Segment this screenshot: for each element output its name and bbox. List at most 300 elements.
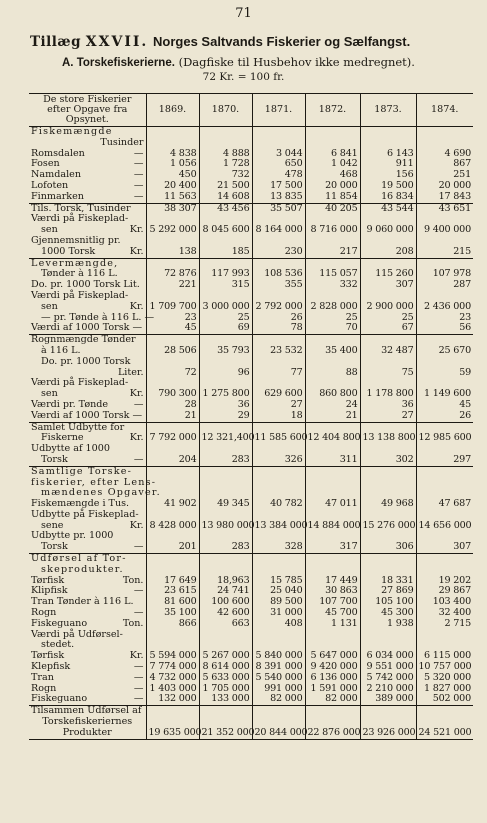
value-cell: 355 [252,280,305,291]
value-cell: 6 136 000 [305,673,360,684]
value-cell: 1 131 [305,619,360,630]
value-cell: 45 [416,400,473,411]
value-cell: 88 [305,368,360,379]
value-cell: 1 149 600 [416,389,473,400]
value-cell: 23 926 000 [360,728,416,739]
value-cell: 7 792 000 [146,433,199,444]
value-cell: 13 384 000 [252,521,305,532]
row-label-text: Tønder à 116 L. [41,268,118,280]
table-row [29,302,473,313]
value-cell: 29 867 [416,586,473,597]
value-cell: 5 540 000 [252,673,305,684]
value-cell: 23 532 [252,346,305,357]
row-label-text: Udførsel af Tor- [31,553,127,565]
value-cell: 15 785 [252,576,305,587]
value-cell: 21 352 000 [199,728,252,739]
value-cell [199,138,252,149]
row-label-text: Klipfisk [31,585,68,597]
value-cell: 18,963 [199,576,252,587]
row-label-unit: Kr. [129,245,144,257]
page-number: 71 [235,6,252,21]
value-cell [360,127,416,138]
header-row [29,94,473,127]
row-label-text: Værdi pr. Tønde [31,398,109,410]
value-cell: 20 844 000 [252,728,305,739]
value-cell: 105 100 [360,597,416,608]
value-cell [199,554,252,565]
value-cell: 156 [360,170,416,181]
row-label-text: Fiskeguano [31,693,88,705]
value-cell: 5 840 000 [252,651,305,662]
value-cell [416,357,473,368]
value-cell: 89 500 [252,597,305,608]
value-cell: 790 300 [146,389,199,400]
value-cell [305,138,360,149]
value-cell: 16 834 [360,192,416,203]
value-cell: 15 276 000 [360,521,416,532]
value-cell: 24 741 [199,586,252,597]
value-cell: 35 400 [305,346,360,357]
value-cell: 38 307 [146,203,199,214]
appendix-title [30,34,410,50]
row-label-unit: — [133,169,144,181]
value-cell: 49 345 [199,499,252,510]
value-cell: 389 000 [360,694,416,705]
value-cell: 13 835 [252,192,305,203]
value-cell: 45 300 [360,608,416,619]
value-cell: 35 793 [199,346,252,357]
value-cell [416,706,473,717]
value-cell: 45 700 [305,608,360,619]
value-cell: 1 827 000 [416,684,473,695]
row-label-cell [29,411,146,422]
value-cell: 138 [146,247,199,258]
value-cell: 24 521 000 [416,728,473,739]
row-label-text: Tilsammen Udførsel af [31,705,142,717]
value-cell: 67 [360,323,416,334]
value-cell: 991 000 [252,684,305,695]
value-cell: 204 [146,455,199,466]
value-cell [416,138,473,149]
value-cell [199,357,252,368]
value-cell: 629 600 [252,389,305,400]
section-title: A. Torskefiskerierne. [62,57,175,69]
value-cell [199,706,252,717]
row-label-unit: — [133,671,144,683]
value-cell: 287 [416,280,473,291]
row-label-cell [29,728,146,739]
row-label-text: Do. pr. 1000 Torsk [41,355,131,367]
value-cell: 18 [252,411,305,422]
row-label-text: Udbytte på Fiskeplad- [31,508,139,520]
row-label-cell [29,694,146,705]
value-cell: 12 404 800 [305,433,360,444]
value-cell: 4 690 [416,149,473,160]
value-cell: 27 869 [360,586,416,597]
value-cell: 8 428 000 [146,521,199,532]
row-label [31,247,144,258]
row-label-text: sene [41,519,64,531]
value-cell: 11 854 [305,192,360,203]
row-label [31,138,144,149]
row-label-text: mændenes Opgaver. [41,487,161,499]
value-cell: 860 800 [305,389,360,400]
table-row [29,694,473,705]
row-label-text: Gjennemsnitlig pr. [31,234,121,246]
row-label-text: Romsdalen [31,147,85,159]
value-cell [199,630,252,641]
value-cell: 23 [416,313,473,324]
table-row [29,542,473,553]
value-cell [360,554,416,565]
value-cell: 221 [146,280,199,291]
value-cell [360,357,416,368]
value-cell [305,630,360,641]
value-cell: 17 449 [305,576,360,587]
row-label-unit: — [133,190,144,202]
value-cell: 201 [146,542,199,553]
row-label-unit: Ton. [122,617,144,629]
value-cell [360,630,416,641]
value-cell: 115 057 [305,269,360,280]
row-label-cell [29,323,146,334]
value-cell [416,127,473,138]
value-cell: 478 [252,170,305,181]
value-cell: 11 563 [146,192,199,203]
row-label-text: Fiskerne [41,432,84,444]
row-label-text: Værdi på Udførsel- [31,628,123,640]
value-cell: 14 884 000 [305,521,360,532]
value-cell: 732 [199,170,252,181]
row-label-cell [29,192,146,203]
row-label-text: — pr. Tønde à 116 L. — [41,311,155,323]
value-cell [305,357,360,368]
value-cell: 12 321,400 [199,433,252,444]
row-label-text: Værdi af 1000 Torsk — [31,322,143,334]
value-cell: 251 [416,170,473,181]
row-label [31,323,144,334]
row-label-text: sen [41,388,58,400]
row-label-text: Tils. Torsk, Tusinder [31,202,131,214]
row-label-unit: Kr. [129,519,144,531]
value-cell [416,630,473,641]
value-cell: 1 938 [360,619,416,630]
row-label-text: Tran [31,671,54,683]
value-cell: 208 [360,247,416,258]
value-cell: 2 792 000 [252,302,305,313]
value-cell: 6 115 000 [416,651,473,662]
value-cell: 18 331 [360,576,416,587]
value-cell: 4 732 000 [146,673,199,684]
table-body [29,127,473,740]
value-cell: 5 320 000 [416,673,473,684]
value-cell [416,466,473,477]
value-cell: 82 000 [252,694,305,705]
value-cell [416,478,473,489]
value-cell [360,138,416,149]
value-cell: 40 205 [305,203,360,214]
value-cell: 107 700 [305,597,360,608]
value-cell: 20 000 [305,181,360,192]
row-label-text: Produkter [62,726,112,738]
value-cell: 2 436 000 [416,302,473,313]
value-cell: 326 [252,455,305,466]
row-label-text: Torskefiskeriernes [42,716,133,728]
row-label-text: Rognmængde Tønder [31,334,136,346]
value-cell: 100 600 [199,597,252,608]
value-cell [199,127,252,138]
row-label-unit: Kr. [129,650,144,662]
row-label-text: sen [41,224,58,236]
value-cell: 47 011 [305,499,360,510]
row-label [31,694,144,705]
row-label-text: skeprodukter. [41,563,124,575]
value-cell: 43 456 [199,203,252,214]
value-cell [252,706,305,717]
table-row [29,127,473,138]
row-label-text: Værdi af 1000 Torsk — [31,409,143,421]
row-label [31,411,144,422]
exchange-rate-note: 72 Kr. = 100 fr. [202,71,285,83]
value-cell: 72 [146,368,199,379]
row-label-text: Levermængde, [31,257,119,269]
row-label-text: Udbytte af 1000 [31,443,110,455]
table-row [29,323,473,334]
row-label-text: Værdi på Fiskeplad- [31,377,129,389]
value-cell: 78 [252,323,305,334]
value-cell: 12 985 600 [416,433,473,444]
column-header-year: 1870. [199,94,252,127]
table-row [29,138,473,149]
value-cell: 108 536 [252,269,305,280]
value-cell: 27 [252,400,305,411]
appendix-number: XXVII. [85,34,149,50]
value-cell [252,630,305,641]
value-cell [305,466,360,477]
value-cell: 5 594 000 [146,651,199,662]
row-label-cell [29,455,146,466]
row-label [31,728,144,739]
value-cell [360,706,416,717]
row-label-cell [29,138,146,149]
row-label-text: Værdi på Fiskeplad- [31,213,129,225]
value-cell: 49 968 [360,499,416,510]
row-label-text: Torsk [41,541,68,553]
row-label-text: stedet. [41,639,75,651]
row-label-text: Rogn [31,607,57,619]
value-cell: 30 863 [305,586,360,597]
value-cell: 1 705 000 [199,684,252,695]
value-cell: 408 [252,619,305,630]
value-cell [416,554,473,565]
value-cell: 25 040 [252,586,305,597]
value-cell: 9 551 000 [360,662,416,673]
value-cell: 9 060 000 [360,225,416,236]
value-cell: 21 [305,411,360,422]
row-label-text: Torsk [41,453,68,465]
value-cell: 41 902 [146,499,199,510]
value-cell: 13 980 000 [199,521,252,532]
value-cell: 5 633 000 [199,673,252,684]
row-label-unit: — [133,661,144,673]
value-cell: 11 585 600 [252,433,305,444]
row-label-unit: — [133,453,144,465]
value-cell [252,466,305,477]
value-cell: 36 [199,400,252,411]
value-cell: 283 [199,455,252,466]
value-cell: 5 742 000 [360,673,416,684]
row-label-text: 1000 Torsk [41,245,96,257]
row-label-unit: — [133,147,144,159]
value-cell: 8 164 000 [252,225,305,236]
value-cell: 1 275 800 [199,389,252,400]
appendix-prefix: Tillæg [30,34,82,50]
value-cell: 297 [416,455,473,466]
value-cell: 1 178 800 [360,389,416,400]
row-label-cell [29,542,146,553]
row-label-text: Tørfisk [31,574,65,586]
table-row [29,411,473,422]
value-cell: 19 635 000 [146,728,199,739]
value-cell: 4 838 [146,149,199,160]
row-label [31,302,144,313]
row-label-text: Rogn [31,682,57,694]
row-label-cell [29,247,146,258]
row-label-cell [29,302,146,313]
value-cell: 307 [360,280,416,291]
value-cell: 866 [146,619,199,630]
value-cell [146,138,199,149]
value-cell: 35 507 [252,203,305,214]
value-cell: 307 [416,542,473,553]
value-cell: 3 000 000 [199,302,252,313]
row-label-text: Samlet Udbytte for [31,421,125,433]
value-cell: 27 [360,411,416,422]
value-cell: 650 [252,159,305,170]
table-row [29,357,473,368]
row-label [31,192,144,203]
value-cell: 77 [252,368,305,379]
value-cell: 8 045 600 [199,225,252,236]
column-header-year: 1874. [416,94,473,127]
table-row [29,247,473,258]
value-cell: 17 843 [416,192,473,203]
value-cell: 1 709 700 [146,302,199,313]
value-cell: 36 [360,400,416,411]
value-cell: 103 400 [416,597,473,608]
row-label-text: à 116 L. [41,344,81,356]
value-cell: 56 [416,323,473,334]
column-header-label: De store Fiskerier efter Opgave fra Opsynet. [29,94,146,127]
row-label-text: Namdalen [31,169,81,181]
value-cell: 14 656 000 [416,521,473,532]
value-cell [360,478,416,489]
value-cell: 2 715 [416,619,473,630]
value-cell: 17 500 [252,181,305,192]
row-label-unit: — [133,541,144,553]
column-header-year: 1873. [360,94,416,127]
row-label-text: Tran Tønder à 116 L. [31,596,134,608]
row-label-unit: Kr. [129,300,144,312]
value-cell: 302 [360,455,416,466]
row-label-unit: — [133,585,144,597]
table-title: Norges Saltvands Fiskerier og Sælfangst. [153,34,411,49]
row-label-text: fiskerier, efter Lens- [31,476,157,488]
value-cell: 20 400 [146,181,199,192]
value-cell: 70 [305,323,360,334]
value-cell: 663 [199,619,252,630]
value-cell: 40 782 [252,499,305,510]
value-cell: 317 [305,542,360,553]
value-cell: 8 391 000 [252,662,305,673]
row-label-unit: Ton. [122,574,144,586]
value-cell [305,478,360,489]
value-cell: 1 056 [146,159,199,170]
value-cell [146,127,199,138]
value-cell: 115 260 [360,269,416,280]
value-cell: 6 034 000 [360,651,416,662]
value-cell: 32 487 [360,346,416,357]
value-cell: 5 267 000 [199,651,252,662]
value-cell [199,478,252,489]
row-label-text: Værdi på Fiskeplad- [31,289,129,301]
value-cell: 43 544 [360,203,416,214]
row-label-unit: — [133,179,144,191]
value-cell: 28 [146,400,199,411]
value-cell: 69 [199,323,252,334]
table-row [29,192,473,203]
value-cell: 1 591 000 [305,684,360,695]
value-cell [199,466,252,477]
value-cell: 31 000 [252,608,305,619]
value-cell [252,357,305,368]
row-label-text: Udbytte pr. 1000 [31,530,114,542]
value-cell [305,554,360,565]
row-label-text: Fosen [31,158,60,170]
section-heading [62,55,415,69]
value-cell: 315 [199,280,252,291]
value-cell [252,478,305,489]
value-cell: 4 888 [199,149,252,160]
value-cell: 23 [146,313,199,324]
value-cell: 26 [252,313,305,324]
section-subtitle: (Dagfiske til Husbehov ikke medregnet). [178,55,415,69]
value-cell: 468 [305,170,360,181]
value-cell [252,138,305,149]
value-cell: 19 202 [416,576,473,587]
row-label-unit: — [133,693,144,705]
row-label-text: Tørfisk [31,650,65,662]
value-cell: 215 [416,247,473,258]
row-label-unit: — [133,607,144,619]
value-cell: 26 [416,411,473,422]
row-label-text: Tusinder [100,136,144,148]
value-cell: 328 [252,542,305,553]
row-label-unit: — [133,682,144,694]
value-cell: 911 [360,159,416,170]
row-label-text: Fiskemængde i Tus. [31,498,130,510]
value-cell: 230 [252,247,305,258]
column-header-year: 1871. [252,94,305,127]
value-cell: 5 292 000 [146,225,199,236]
row-label-text: Fiskeguano [31,617,88,629]
value-cell [252,554,305,565]
value-cell: 82 000 [305,694,360,705]
value-cell: 25 [305,313,360,324]
row-label-text: sen [41,300,58,312]
value-cell: 21 [146,411,199,422]
row-label-text: Do. pr. 1000 Torsk Lit. [31,279,140,291]
